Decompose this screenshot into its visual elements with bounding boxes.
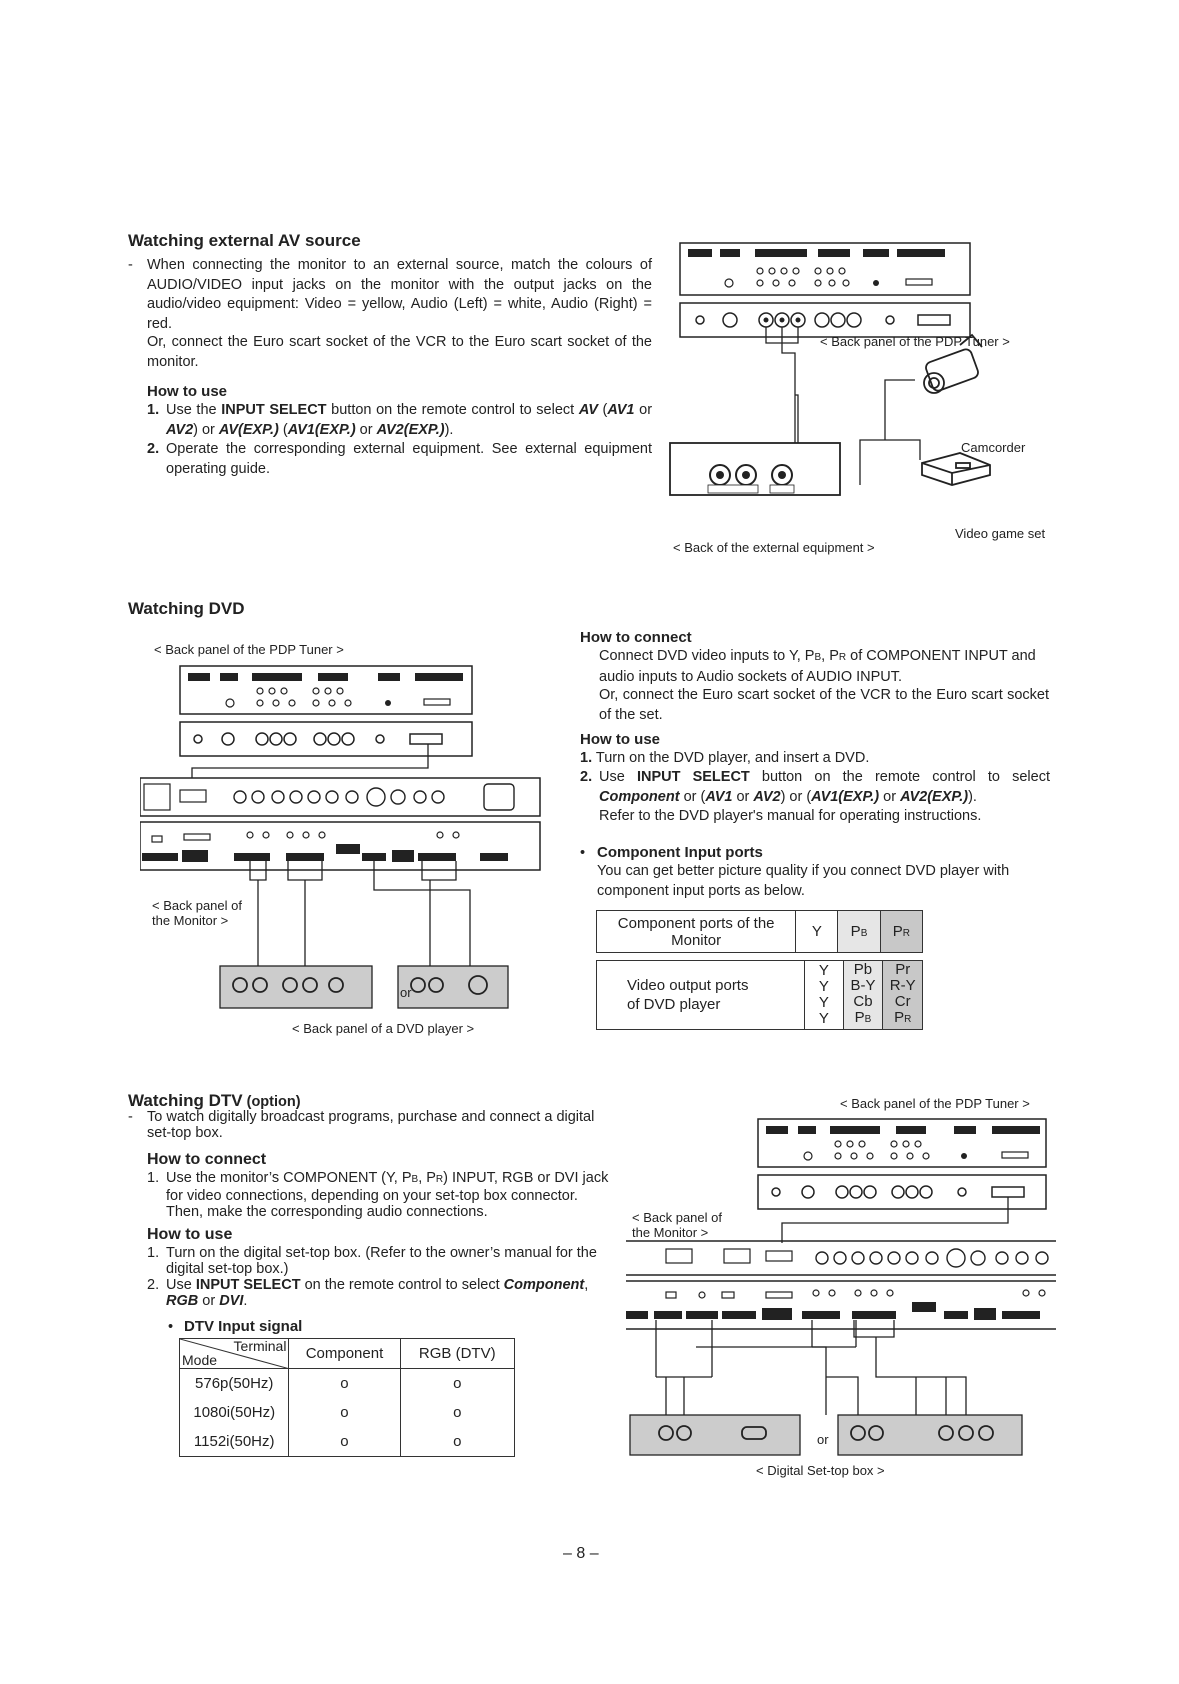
dvd-how-use: How to use — [580, 731, 661, 748]
av-cap-tuner: < Back panel of the PDP Tuner > — [820, 334, 1010, 349]
dvd-component-text: You can get better picture quality if you connect DVD player with component input ports as below. — [597, 863, 1010, 899]
av-cap-game: Video game set — [955, 526, 1046, 541]
dvd-cap-tuner: < Back panel of the PDP Tuner > — [154, 642, 344, 657]
av-paragraph-2: Or, connect the Euro scart socket of the VCR to the Euro scart socket of the monitor. — [147, 334, 652, 370]
dvd-bullet: • — [580, 845, 586, 861]
section-title-dvd: Watching DVD — [128, 599, 245, 618]
dvd-how-connect: How to connect — [580, 629, 692, 646]
dvd-step-1: 1. Turn on the DVD player, and insert a DVD. — [580, 750, 870, 766]
table-row: 1080i(50Hz) o o — [180, 1398, 515, 1427]
table-row: 576p(50Hz) o o — [180, 1369, 515, 1399]
dtv-connect-step-1: 1. Use the monitor’s COMPONENT (Y, PB, PR) INPUT, RGB or DVI jack for video connections, depending on your set-top box connector. Then, make the corresponding audio connections. — [147, 1170, 609, 1220]
av-paragraph-1: When connecting the monitor to an external source, match the colours of AUDIO/VIDEO input jacks on the monitor with the output jacks on the audio/video equipment: Video = yellow, Audio (Left) = white, Audio (Right) = red. — [147, 257, 652, 332]
component-pr: PR — [880, 911, 922, 953]
dtv-col-component: Component — [289, 1339, 400, 1369]
dvd-cap-player: < Back panel of a DVD player > — [292, 1021, 475, 1036]
av-dash: - — [128, 257, 133, 273]
av-step-2: 2. Operate the corresponding external equipment. See external equipment operating guide. — [147, 441, 652, 477]
dvd-cap-monitor-2: the Monitor > — [152, 913, 229, 928]
dvd-pb-col: Pb B-Y Cb PB — [843, 961, 883, 1030]
section-title-dtv: Watching DTV (option) — [128, 1091, 301, 1110]
dvd-step-2: 2. Use INPUT SELECT button on the remote control to select Component or (AV1 or AV2) or (AV1(EXP.) or AV2(EXP.)). Refer to the DVD player's manual for operating instructions. — [580, 769, 1050, 824]
dtv-how-use: How to use — [147, 1226, 233, 1243]
dvd-cap-or: or — [400, 985, 412, 1000]
dvd-connection-diagram — [140, 660, 560, 1030]
dvd-y-col: Y Y Y Y — [805, 961, 843, 1030]
dvd-component-title: Component Input ports — [597, 844, 763, 861]
av-connection-diagram — [660, 235, 1060, 555]
dvd-output-label: Video output ports of DVD player — [597, 961, 805, 1030]
section-title-av: Watching external AV source — [128, 231, 361, 250]
dtv-how-connect: How to connect — [147, 1151, 267, 1168]
dvd-pr-col: Pr R-Y Cr PR — [883, 961, 923, 1030]
dtv-cap-monitor-1: < Back panel of — [632, 1210, 722, 1225]
component-ports-table — [596, 910, 923, 953]
av-step-1: 1. Use the INPUT SELECT button on the remote control to select AV (AV1 or AV2) or AV(EXP.) (AV1(EXP.) or AV2(EXP.)). — [147, 402, 653, 438]
dtv-connection-diagram — [626, 1115, 1056, 1465]
dtv-signal-title: DTV Input signal — [184, 1318, 303, 1335]
dtv-cap-or: or — [817, 1432, 829, 1447]
av-cap-camcorder: Camcorder — [961, 440, 1026, 455]
dtv-cap-monitor-2: the Monitor > — [632, 1225, 709, 1240]
dvd-cap-monitor-1: < Back panel of — [152, 898, 242, 913]
av-how-to-use: How to use — [147, 383, 228, 400]
component-monitor-label: Component ports of the Monitor — [597, 911, 796, 953]
dtv-table-corner: Terminal Mode — [180, 1339, 289, 1369]
component-y: Y — [796, 911, 838, 953]
dtv-bullet: • — [168, 1319, 174, 1335]
dtv-paragraph: To watch digitally broadcast programs, purchase and connect a digital set-top box. — [147, 1109, 595, 1141]
component-pb: PB — [838, 911, 880, 953]
dvd-connect-text-2: Or, connect the Euro scart socket of the VCR to the Euro scart socket of the set. — [599, 687, 1049, 723]
dvd-connect-text-1: Connect DVD video inputs to Y, PB, PR of COMPONENT INPUT and audio inputs to Audio sockets of AUDIO INPUT. — [599, 648, 1036, 685]
dtv-cap-stb: < Digital Set-top box > — [756, 1463, 885, 1478]
dtv-use-step-1: 1. Turn on the digital set-top box. (Refer to the owner’s manual for the digital set-top box.) — [147, 1245, 597, 1277]
page-number: – 8 – — [563, 1545, 599, 1562]
dtv-signal-table — [179, 1338, 515, 1457]
av-cap-ext: < Back of the external equipment > — [673, 540, 875, 555]
dtv-col-rgb: RGB (DTV) — [400, 1339, 515, 1369]
dvd-output-ports-table — [596, 960, 923, 1030]
dtv-cap-tuner: < Back panel of the PDP Tuner > — [840, 1096, 1030, 1111]
dtv-use-step-2: 2. Use INPUT SELECT on the remote control to select Component, RGB or DVI. — [147, 1277, 589, 1309]
dtv-dash: - — [128, 1109, 133, 1125]
table-row: 1152i(50Hz) o o — [180, 1427, 515, 1457]
